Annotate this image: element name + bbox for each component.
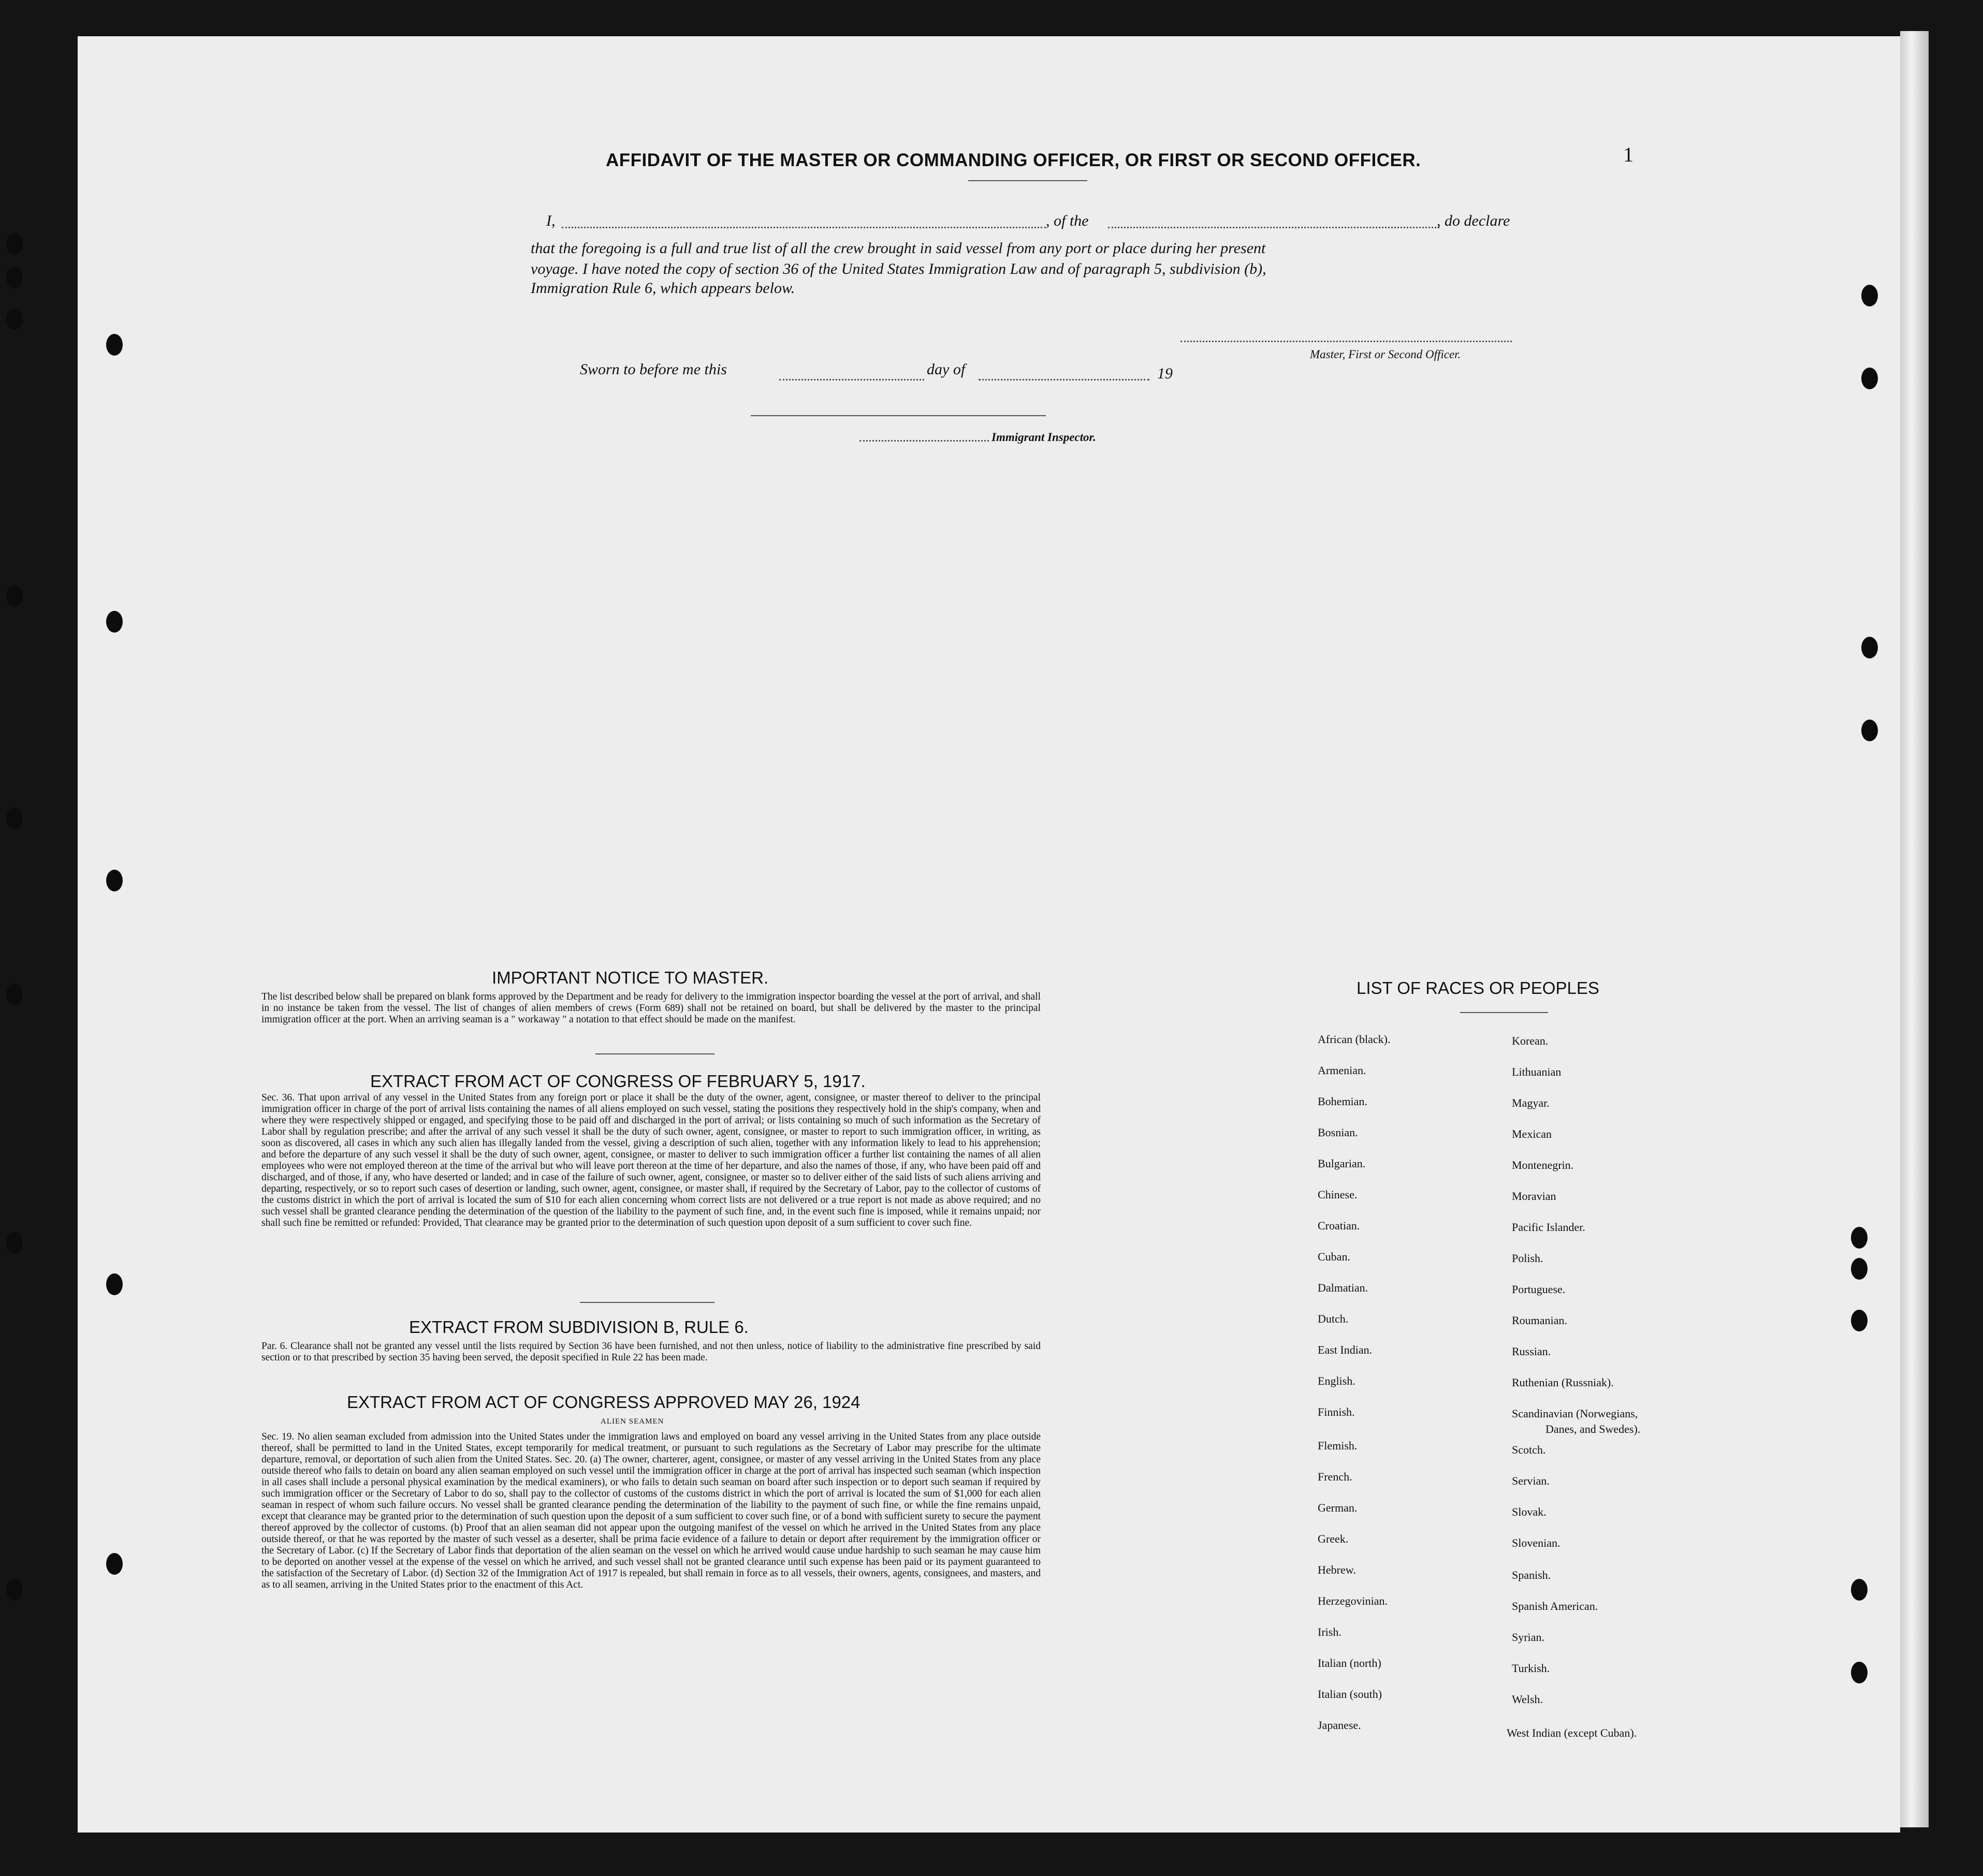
divider [595,1053,715,1054]
race-item: Slovak. [1512,1505,1547,1518]
binder-hole [1851,1310,1868,1331]
inspector-caption: Immigrant Inspector. [991,431,1096,444]
race-item: Danes, and Swedes). [1545,1423,1641,1435]
binder-hole [106,611,123,633]
race-item: Bohemian. [1318,1095,1367,1108]
binder-hole [1851,1662,1868,1683]
race-item: Portuguese. [1512,1283,1566,1296]
binder-hole [1861,368,1878,389]
vessel-blank[interactable] [1108,227,1439,228]
race-item: Flemish. [1318,1439,1358,1452]
extract-1924-subtitle: ALIEN SEAMEN [601,1417,664,1426]
race-item: Croatian. [1318,1219,1360,1232]
race-item: English. [1318,1374,1355,1387]
binder-hole [6,1579,23,1601]
race-item: French. [1318,1470,1352,1483]
binder-hole [1851,1227,1868,1249]
race-item: Russian. [1512,1345,1551,1358]
affidavit-line: Immigration Rule 6, which appears below. [531,280,795,297]
race-item: Herzegovinian. [1318,1594,1388,1607]
binder-hole [6,585,23,607]
race-item: Finnish. [1318,1405,1355,1418]
race-item: Spanish American. [1512,1600,1598,1613]
sworn-year: 19 [1157,365,1173,382]
binder-hole [106,870,123,891]
binder-hole [1861,637,1878,658]
page-edge [1900,31,1929,1827]
race-item: Italian (north) [1318,1657,1381,1669]
binder-hole [1861,285,1878,306]
race-item: Italian (south) [1318,1688,1382,1701]
page-number: 1 [1623,143,1634,166]
race-item: Chinese. [1318,1188,1358,1201]
race-item: Dalmatian. [1318,1281,1368,1294]
divider [580,1302,715,1303]
binder-hole [6,267,23,288]
race-item: Roumanian. [1512,1314,1567,1327]
binder-hole [6,1232,23,1254]
divider [968,180,1087,181]
race-item: Welsh. [1512,1693,1543,1706]
divider [751,415,1046,416]
race-item: Dutch. [1318,1312,1349,1325]
race-item: West Indian (except Cuban). [1507,1726,1637,1739]
binder-hole [6,308,23,330]
master-caption: Master, First or Second Officer. [1310,348,1461,361]
race-item: Irish. [1318,1625,1342,1638]
binder-hole [6,984,23,1005]
race-item: Magyar. [1512,1096,1550,1109]
race-item: Korean. [1512,1034,1549,1047]
race-item: Polish. [1512,1252,1543,1265]
binder-hole [106,1553,123,1575]
sworn-month-blank[interactable] [979,379,1149,380]
race-item: Hebrew. [1318,1563,1356,1576]
inspector-signature-blank[interactable] [859,440,989,442]
race-item: Bulgarian. [1318,1157,1366,1170]
race-item: German. [1318,1501,1358,1514]
extract-1924-text: Sec. 19. No alien seaman excluded from admission into the United States under the immigration laws and employed on board any vessel arriving in the United States from any place outside thereof, shall be permitted to land in the United States, except temporarily for medical treatment, or pursuant to such regulations as the Secretary of Labor may prescribe for the ultimate departure, removal, or deportation of such alien from the United States. Sec. 20. (a) The owner, charterer, agent, consignee, or master of any vessel arriving in the United States from any place outside thereof who fails to detain on board any alien seaman employed on such vessel until the immigration officer in charge at the port of arrival has inspected such seaman (which inspection in all cases shall include a personal physical examination by the medical examiners), or who fails to detain such seaman on board after such inspection or to deport such seaman if required by such immigration officer or the Secretary of Labor to do so, shall pay to the collector of customs of the customs district in which the port of arrival is located the sum of $1,000 for each alien seaman in respect of whom such failure occurs. No vessel shall be granted clearance pending the determination of the liability to the payment of such fine, or while the fine remains unpaid, except that clearance may be granted prior to the determination of such question upon the deposit of a sum sufficient to cover such fine, or of a bond with sufficient surety to secure the payment thereof approved by the collector of customs. (b) Proof that an alien seaman did not appear upon the outgoing manifest of the vessel on which he arrived in the United States from any place outside thereof, or that he was reported by the master of such vessel as a deserter, shall be prima facie evidence of a failure to detain or deport after requirement by the immigration officer or the Secretary of Labor. (c) If the Secretary of Labor finds that deportation of the alien seaman on the vessel on which he arrived would cause undue hardship to such seaman he may cause him to be deported on another vessel at the expense of the vessel on which he arrived, and such vessel shall not be granted clearance until such expense has been paid or its payment guaranteed to the satisfaction of the Secretary of Labor. (d) Section 32 of the Immigration Act of 1917 is repealed, but shall remain in force as to all vessels, their owners, agents, consignees, and masters, and as to all seamen, arriving in the United States prior to the enactment of this Act. [261,1431,1041,1590]
races-title: LIST OF RACES OR PEOPLES [1357,978,1599,998]
race-item: Japanese. [1318,1719,1361,1732]
binder-hole [6,233,23,255]
affidavit-i: I, [546,212,556,229]
race-item: Moravian [1512,1190,1556,1203]
race-item: Pacific Islander. [1512,1221,1585,1234]
race-item: Servian. [1512,1474,1550,1487]
race-item: African (black). [1318,1033,1391,1046]
binder-hole [106,334,123,356]
affidavit-title: AFFIDAVIT OF THE MASTER OR COMMANDING OFFICER, OR FIRST OR SECOND OFFICER. [606,150,1421,170]
name-blank[interactable] [562,227,1046,228]
binder-hole [6,808,23,829]
binder-hole [1851,1258,1868,1280]
race-item: Bosnian. [1318,1126,1358,1139]
binder-hole [1851,1579,1868,1601]
binder-hole [106,1273,123,1295]
race-item: Spanish. [1512,1569,1551,1581]
sworn-day-label: day of [927,361,966,378]
race-item: Cuban. [1318,1250,1350,1263]
race-item: Lithuanian [1512,1065,1562,1078]
extract-1917-title: EXTRACT FROM ACT OF CONGRESS OF FEBRUARY 5, 1917. [370,1072,866,1091]
race-item: Scandinavian (Norwegians, [1512,1407,1638,1420]
race-item: Turkish. [1512,1662,1550,1675]
affidavit-line: voyage. I have noted the copy of section 36 of the United States Immigration Law and of paragraph 5, subdivision (b), [531,260,1266,277]
race-item: Ruthenian (Russniak). [1512,1376,1614,1389]
race-item: Greek. [1318,1532,1349,1545]
extract-1924-title: EXTRACT FROM ACT OF CONGRESS APPROVED MAY 26, 1924 [347,1393,861,1412]
affidavit-of-the: , of the [1046,212,1089,229]
divider [1460,1012,1548,1013]
race-item: East Indian. [1318,1343,1373,1356]
subdivision-text: Par. 6. Clearance shall not be granted any vessel until the lists required by Section 36 have been furnished, and not then unless, notice of liability to the administrative fine prescribed by said section or to that prescribed by section 35 having been served, the deposit specified in Rule 22 has been made. [261,1341,1041,1363]
subdivision-title: EXTRACT FROM SUBDIVISION B, RULE 6. [409,1317,749,1337]
extract-1917-text: Sec. 36. That upon arrival of any vessel in the United States from any foreign port or place it shall be the duty of the owner, agent, consignee, or master thereof to deliver to the principal immigration officer in charge of the port of arrival lists containing the names of all aliens employed on such vessel, stating the positions they respectively hold in the ship's company, when and where they were respectively shipped or engaged, and specifying those to be paid off and discharged in the port of arrival; or lists containing so much of such information as the Secretary of Labor shall by regulation prescribe; and after the arrival of any such vessel it shall be the duty of such owner, agent, consignee, or master to report to such immigration officer, in writing, as soon as discovered, all cases in which any such alien has illegally landed from the vessel, giving a description of such alien, together with any information likely to lead to his apprehension; and before the departure of any such vessel it shall be the duty of such owner, agent, consignee, or master to deliver to such immigration officer a further list containing the names of all alien employees who were not employed thereon at the time of the arrival but who will leave port thereon at the time of her departure, and also the names of those, if any, who have been paid off and discharged, and of those, if any, who have deserted or landed; and in case of the failure of such owner, agent, consignee, or master so to deliver either of the said lists of such aliens arriving and departing, respectively, or so to report such cases of desertion or landing, such owner, agent, consignee, or master shall, if required by the Secretary of Labor, pay to the collector of customs of the customs district in which the port of arrival is located the sum of $10 for each alien concerning whom correct lists are not delivered or a true report is not made as above required; and no such vessel shall be granted clearance pending the determination of the question of the liability to the payment of such fine, and, in the event such fine is imposed, while it remains unpaid; nor shall such fine be remitted or refunded: Provided, That clearance may be granted prior to the determination of such question upon deposit of a sum sufficient to cover such fine. [261,1092,1041,1228]
race-item: Syrian. [1512,1631,1544,1644]
race-item: Slovenian. [1512,1536,1561,1549]
notice-text: The list described below shall be prepared on blank forms approved by the Department and be ready for delivery to the immigration inspector boarding the vessel at the port of arrival, and shall in no instance be taken from the vessel. The list of changes of alien members of crews (Form 689) shall not be retained on board, but shall be delivered by the master to the principal immigration officer at the port. When an arriving seaman is a " workaway " a notation to that effect should be made on the manifest. [261,991,1041,1025]
master-signature-blank[interactable] [1180,341,1512,342]
race-item: Mexican [1512,1127,1552,1140]
sworn-day-blank[interactable] [779,379,924,380]
affidavit-declare: , do declare [1437,212,1510,229]
race-item: Scotch. [1512,1443,1546,1456]
affidavit-line: that the foregoing is a full and true list of all the crew brought in said vessel from any port or place during her present [531,240,1266,257]
race-item: Armenian. [1318,1064,1366,1077]
binder-hole [1861,720,1878,741]
notice-title: IMPORTANT NOTICE TO MASTER. [492,968,769,987]
sworn-prefix: Sworn to before me this [580,361,727,378]
race-item: Montenegrin. [1512,1159,1574,1171]
